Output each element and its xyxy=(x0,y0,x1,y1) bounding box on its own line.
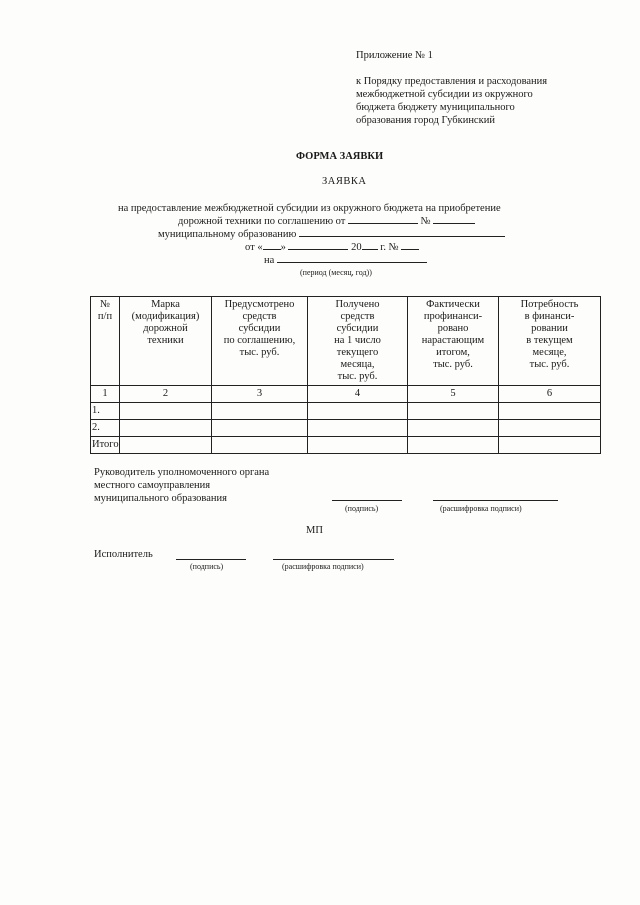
table-cell[interactable] xyxy=(408,437,499,454)
table-cell: 3 xyxy=(212,386,308,403)
period-field[interactable] xyxy=(277,262,427,263)
table-row xyxy=(91,403,601,420)
stamp-label: МП xyxy=(306,525,323,536)
intro-agreement-text: дорожной техники по соглашению от xyxy=(178,216,346,227)
request-number-label: г. № xyxy=(380,242,399,253)
municipality-label: муниципальному образованию xyxy=(158,229,297,240)
intro-line-4 xyxy=(245,241,419,254)
head-signature-line[interactable] xyxy=(332,500,402,501)
request-title: ЗАЯВКА xyxy=(322,176,367,187)
appendix-line: образования город Губкинский xyxy=(356,115,495,126)
head-line: Руководитель уполномоченного органа xyxy=(94,467,270,478)
agreement-number-field[interactable] xyxy=(433,223,475,224)
request-number-field[interactable] xyxy=(401,249,419,250)
row-number: 2. xyxy=(91,420,120,437)
table-cell[interactable] xyxy=(120,420,212,437)
header-cell-number: № п/п xyxy=(91,297,120,386)
table-cell[interactable] xyxy=(120,437,212,454)
day-field[interactable] xyxy=(263,249,281,250)
municipality-field[interactable] xyxy=(299,236,505,237)
table-cell[interactable] xyxy=(499,437,601,454)
number-sign: № xyxy=(420,216,431,227)
header-cell-need: Потребность в финанси- ровании в текущем месяце, тыс. руб. xyxy=(499,297,601,386)
table-cell[interactable] xyxy=(499,420,601,437)
header-cell-received: Получено средств субсидии на 1 число текущего месяца, тыс. руб. xyxy=(308,297,408,386)
table-cell[interactable] xyxy=(408,403,499,420)
request-table xyxy=(90,296,601,454)
form-title: ФОРМА ЗАЯВКИ xyxy=(296,151,384,162)
head-decode-line[interactable] xyxy=(433,500,558,501)
executor-decode-caption: (расшифровка подписи) xyxy=(282,562,364,571)
year-field[interactable] xyxy=(362,249,378,250)
table-row xyxy=(91,420,601,437)
table-cell: 4 xyxy=(308,386,408,403)
table-cell: 6 xyxy=(499,386,601,403)
table-cell[interactable] xyxy=(308,437,408,454)
table-cell[interactable] xyxy=(408,420,499,437)
table-cell: 5 xyxy=(408,386,499,403)
header-cell-brand: Марка (модификация) дорожной техники xyxy=(120,297,212,386)
table-total-row xyxy=(91,437,601,454)
appendix-title: Приложение № 1 xyxy=(356,50,433,61)
table-cell[interactable] xyxy=(212,403,308,420)
head-sign-caption: (подпись) xyxy=(345,504,379,513)
head-line: местного самоуправления xyxy=(94,480,211,491)
intro-line-1: на предоставление межбюджетной субсидии из окружного бюджета на приобретение xyxy=(118,203,501,214)
head-decode-caption: (расшифровка подписи) xyxy=(440,504,522,513)
executor-label: Исполнитель xyxy=(94,549,153,560)
agreement-date-field[interactable] xyxy=(348,223,418,224)
table-cell[interactable] xyxy=(212,420,308,437)
row-number: 1. xyxy=(91,403,120,420)
intro-line-3 xyxy=(158,228,505,241)
table-cell: 1 xyxy=(91,386,120,403)
header-cell-financed: Фактически профинанси- ровано нарастающим итогом, тыс. руб. xyxy=(408,297,499,386)
table-cell[interactable] xyxy=(120,403,212,420)
appendix-line: к Порядку предоставления и расходования xyxy=(356,76,548,87)
table-cell[interactable] xyxy=(212,437,308,454)
month-field[interactable] xyxy=(288,249,348,250)
appendix-line: межбюджетной субсидии из окружного xyxy=(356,89,533,100)
executor-decode-line[interactable] xyxy=(273,559,394,560)
table-numbering-row xyxy=(91,386,601,403)
table-cell[interactable] xyxy=(308,403,408,420)
period-label: на xyxy=(264,255,275,266)
table-cell[interactable] xyxy=(308,420,408,437)
total-label: Итого xyxy=(91,437,120,454)
table-header-row xyxy=(91,297,601,386)
header-cell-planned: Предусмотрено средств субсидии по соглашению, тыс. руб. xyxy=(212,297,308,386)
executor-signature-line[interactable] xyxy=(176,559,246,560)
intro-line-2 xyxy=(178,215,475,228)
appendix-line: бюджета бюджету муниципального xyxy=(356,102,515,113)
table-cell[interactable] xyxy=(499,403,601,420)
date-open-quote: от « xyxy=(245,242,263,253)
period-caption: (период (месяц, год)) xyxy=(300,268,372,277)
year-prefix: 20 xyxy=(351,242,362,253)
head-line: муниципального образования xyxy=(94,493,227,504)
executor-sign-caption: (подпись) xyxy=(190,562,224,571)
table-cell: 2 xyxy=(120,386,212,403)
intro-line-5 xyxy=(264,254,427,267)
date-close-quote: » xyxy=(280,242,286,253)
